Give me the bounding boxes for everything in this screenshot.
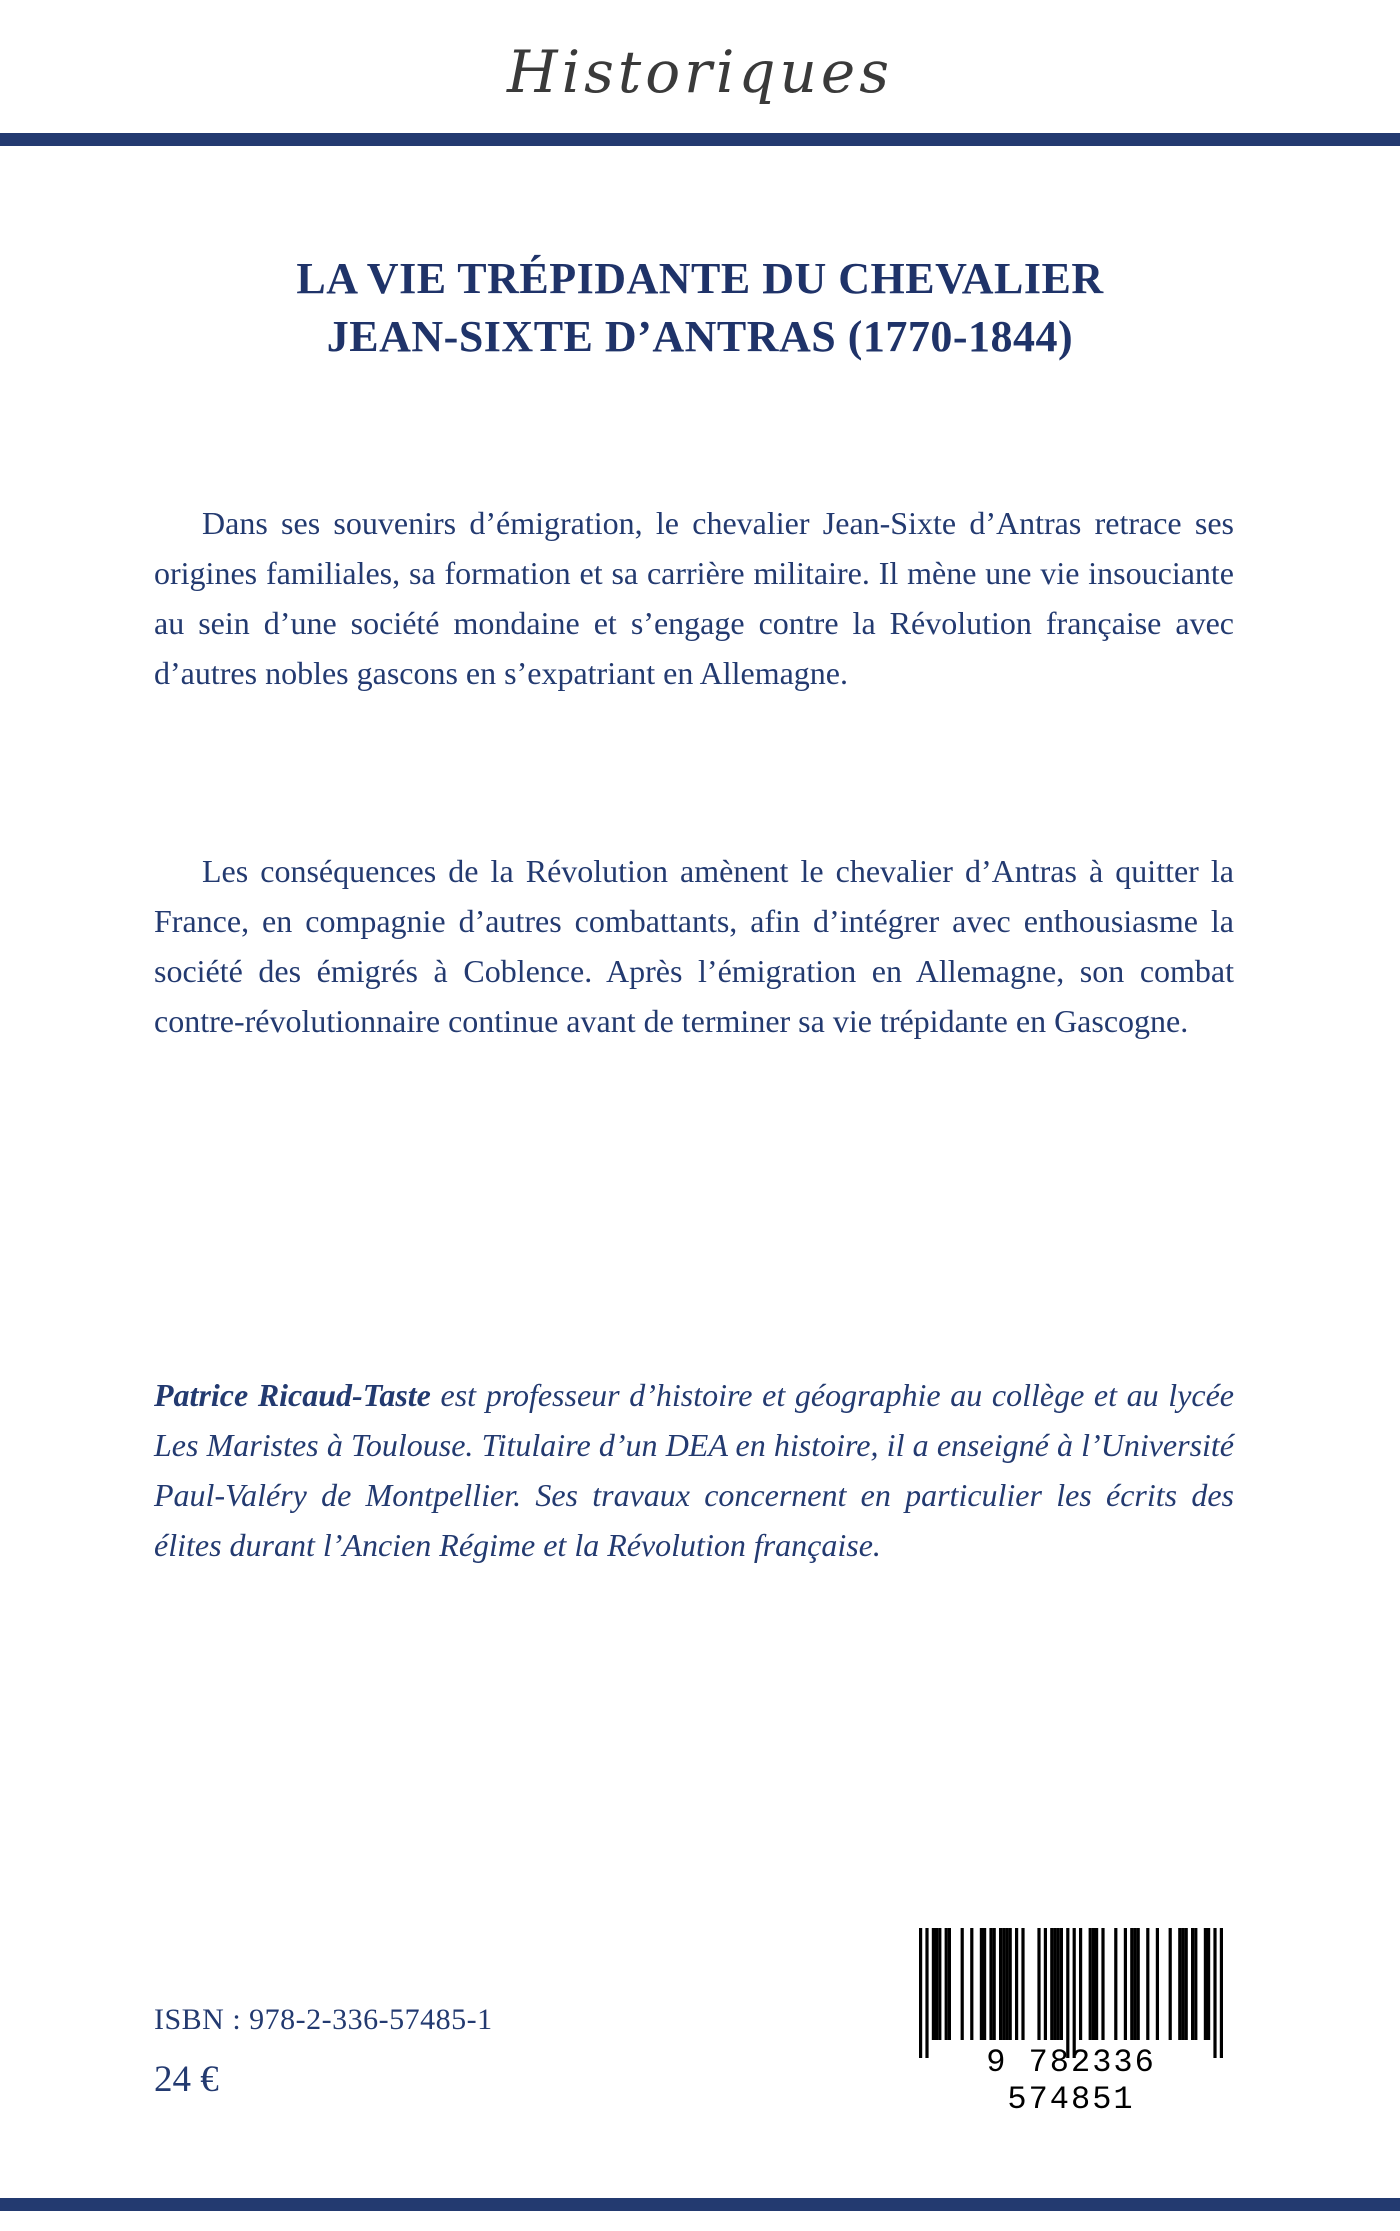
price-label: 24 € [154, 2059, 219, 2100]
book-title [0, 250, 1400, 366]
barcode [915, 1928, 1227, 2118]
collection-title: Historiques [507, 38, 893, 106]
synopsis-paragraph-1: Dans ses souvenirs d’émigration, le chevalier Jean-Sixte d’Antras retrace ses origines familiales, sa formation et sa carrière militaire. Il mène une vie insouciante au sein d’une société mondaine et s’engage contre la Révolution française avec d’autres nobles gascons en s’expatriant en Allemagne. [154, 505, 1234, 691]
synopsis-paragraph-2: Les conséquences de la Révolution amènent le chevalier d’Antras à quitter la France, en compagnie d’autres combattants, afin d’intégrer avec enthousiasme la société des émigrés à Coblence. Après l’émigration en Allemagne, son combat contre-révolutionnaire continue avant de terminer sa vie trépidante en Gascogne. [154, 853, 1234, 1039]
isbn-label: ISBN : 978-2-336-57485-1 [154, 2003, 493, 2036]
author-name: Patrice Ricaud-Taste [154, 1377, 431, 1413]
author-bio-text: est professeur d’histoire et géographie au collège et au lycée Les Maristes à Toulouse. Titulaire d’un DEA en histoire, il a enseigné à l’Université Paul-Valéry de Montpellier. Ses travaux concernent en particulier les écrits des élites durant l’Ancien Régime et la Révolution française. [154, 1377, 1235, 1563]
top-rule [0, 133, 1400, 146]
book-title-line2: JEAN-SIXTE D’ANTRAS (1770-1844) [326, 312, 1074, 361]
barcode-bars-icon [919, 1928, 1223, 2058]
book-title-line1: LA VIE TRÉPIDANTE DU CHEVALIER [296, 254, 1104, 303]
author-bio [154, 1370, 1234, 1570]
barcode-number: 9 782336 574851 [986, 2044, 1156, 2118]
bottom-rule [0, 2198, 1400, 2211]
